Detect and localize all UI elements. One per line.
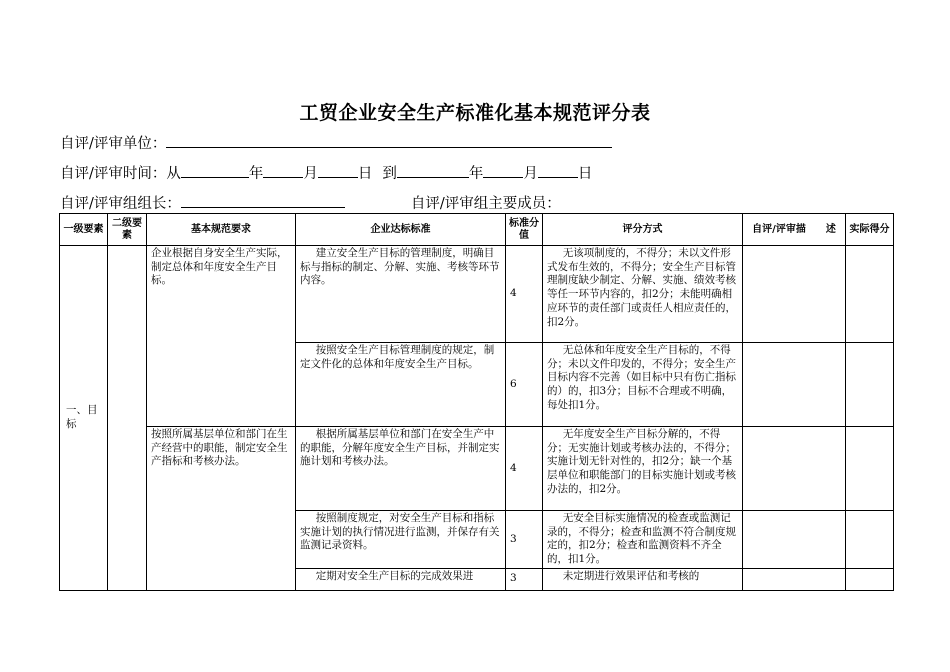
points-cell: 3	[506, 511, 543, 569]
members-label: 自评/评审组主要成员：	[410, 196, 561, 212]
from-day-blank[interactable]	[318, 163, 358, 178]
col-header-score: 实际得分	[846, 214, 894, 246]
requirement-cell: 按照所属基层单位和部门在生产经营中的职能，制定安全生产指标和考核办法。	[147, 427, 296, 591]
requirement-cell: 企业根据自身安全生产实际，制定总体和年度安全生产目标。	[147, 246, 296, 427]
standard-cell: 定期对安全生产目标的完成效果进	[296, 568, 506, 590]
from-day-label: 日	[357, 166, 373, 182]
col-header-standard: 企业达标标准	[296, 214, 506, 246]
leader-label: 自评/评审组组长：	[60, 196, 181, 212]
to-month-label: 月	[523, 166, 538, 182]
leader-line	[60, 192, 561, 213]
from-month-label: 月	[303, 166, 318, 182]
points-cell: 6	[506, 343, 543, 427]
col-header-method: 评分方式	[543, 214, 743, 246]
to-day-blank[interactable]	[538, 163, 578, 178]
points-cell: 4	[506, 246, 543, 343]
col-header-level2: 二级要素	[108, 214, 147, 246]
points-cell: 3	[506, 568, 543, 590]
table-row	[60, 427, 894, 511]
col-header-points: 标准分值	[506, 214, 543, 246]
score-cell[interactable]	[846, 246, 894, 343]
to-month-blank[interactable]	[483, 163, 523, 178]
from-year-label: 年	[248, 166, 264, 182]
standard-cell: 根据所属基层单位和部门在安全生产中的职能，分解年度安全生产目标，并制定实施计划和考核办法。	[296, 427, 506, 511]
unit-label: 自评/评审单位：	[60, 136, 167, 152]
time-label: 自评/评审时间：从	[60, 166, 181, 182]
score-cell[interactable]	[846, 568, 894, 590]
to-year-label: 年	[468, 166, 484, 182]
method-cell: 未定期进行效果评估和考核的	[543, 568, 743, 590]
col-header-requirement: 基本规范要求	[147, 214, 296, 246]
from-year-blank[interactable]	[181, 163, 249, 178]
score-cell[interactable]	[846, 343, 894, 427]
unit-line	[60, 132, 612, 153]
description-cell[interactable]	[743, 343, 846, 427]
col-header-level1: 一级要素	[60, 214, 108, 246]
score-cell[interactable]	[846, 511, 894, 569]
points-cell: 4	[506, 427, 543, 511]
time-line	[60, 162, 592, 183]
table-header-row	[60, 214, 894, 246]
description-cell[interactable]	[743, 246, 846, 343]
description-cell[interactable]	[743, 568, 846, 590]
method-cell: 无该项制度的，不得分；未以文件形式发布生效的，不得分；安全生产目标管理制度缺少制定、分解、实施、绩效考核等任一环节内容的，扣2分；未能明确相应环节的责任部门或责任人相应责任的，扣2分。	[543, 246, 743, 343]
standard-cell: 按照安全生产目标管理制度的规定，制定文件化的总体和年度安全生产目标。	[296, 343, 506, 427]
standard-cell: 按照制度规定，对安全生产目标和指标实施计划的执行情况进行监测，并保存有关监测记录资料。	[296, 511, 506, 569]
col-header-description: 自评/评审描 述	[743, 214, 846, 246]
to-label: 到	[382, 166, 397, 182]
from-month-blank[interactable]	[263, 163, 303, 178]
method-cell: 无总体和年度安全生产目标的，不得分；未以文件印发的，不得分；安全生产目标内容不完善（如目标中只有伤亡指标的）的，扣3分；目标不合理或不明确，每处扣1分。	[543, 343, 743, 427]
to-day-label: 日	[577, 166, 593, 182]
description-cell[interactable]	[743, 511, 846, 569]
method-cell: 无年度安全生产目标分解的，不得分；无实施计划或考核办法的，不得分；实施计划无针对性的，扣2分；缺一个基层单位和职能部门的目标实施计划或考核办法的，扣2分。	[543, 427, 743, 511]
description-cell[interactable]	[743, 427, 846, 511]
unit-blank[interactable]	[166, 133, 612, 148]
page-title: 工贸企业安全生产标准化基本规范评分表	[299, 102, 651, 124]
leader-blank[interactable]	[181, 193, 345, 208]
level1-cell: 一、目标	[60, 246, 108, 591]
to-year-blank[interactable]	[397, 163, 469, 178]
score-table	[59, 213, 894, 591]
score-cell[interactable]	[846, 427, 894, 511]
method-cell: 无安全目标实施情况的检查或监测记录的，不得分；检查和监测不符合制度规定的，扣2分；检查和监测资料不齐全的，扣1分。	[543, 511, 743, 569]
standard-cell: 建立安全生产目标的管理制度，明确目标与指标的制定、分解、实施、考核等环节内容。	[296, 246, 506, 343]
table-row	[60, 246, 894, 343]
level2-cell	[108, 246, 147, 591]
